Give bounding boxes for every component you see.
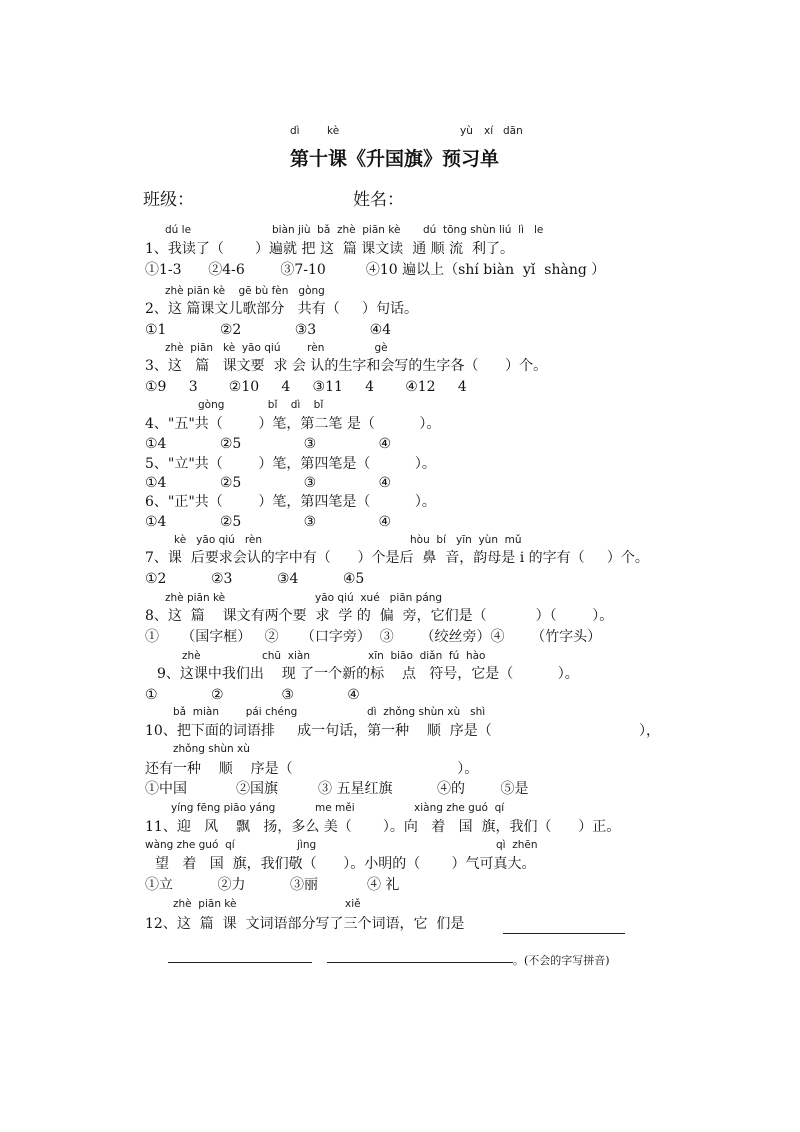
question-options: ①2 ②3 ③4 ④5 — [145, 571, 365, 587]
answer-line[interactable] — [327, 962, 513, 963]
pinyin-line: kè yāo qiú rèn — [174, 534, 263, 546]
pinyin-line: wàng zhe guó qí — [145, 839, 235, 851]
question-text: 5、"立"共（ ）笔，第四笔是（ ）。 — [145, 456, 436, 472]
answer-line[interactable] — [503, 933, 625, 934]
pinyin-line: chū xiàn — [262, 650, 310, 662]
pinyin-line: xiàng zhe guó qí — [414, 802, 505, 814]
pinyin-line: zhè piān kè — [173, 898, 237, 910]
question-text-end: ）， — [639, 723, 660, 739]
question-text: 望 着 国 旗，我们敬（ ）。小明的（ ）气可真大。 — [155, 856, 536, 872]
pinyin-line: zhǒng shùn xù — [173, 743, 250, 755]
title-pinyin: xí — [484, 125, 494, 137]
pinyin-line: bǎ miàn pái chéng — [173, 706, 298, 718]
page-title: 第十课《升国旗》预习单 — [290, 148, 500, 170]
pinyin-line: gòng bǐ dì bǐ — [198, 399, 324, 411]
pinyin-line: jìng — [297, 839, 317, 851]
question-text: 11、迎 风 飘 扬，多么 美（ ）。向 着 国 旗，我们（ ）正。 — [145, 819, 621, 835]
question-text: 10、把下面的词语排 成一句话，第一种 顺 序是（ — [145, 723, 492, 739]
question-options: ① ② ③ ④ — [145, 687, 360, 703]
question-options: ①4 ②5 ③ ④ — [145, 436, 392, 452]
pinyin-line: yāo qiú xué piān páng — [315, 592, 443, 604]
pinyin-line: zhè piān kè yāo qiú rèn gè — [165, 342, 388, 354]
pinyin-line: me měi — [315, 802, 355, 814]
question-options: ①1-3 ②4-6 ③7-10 ④10 遍以上（shí biàn yǐ shàng ） — [145, 262, 606, 278]
pinyin-line: xīn biāo diǎn fú hào — [368, 650, 486, 662]
pinyin-line: zhè — [182, 650, 201, 662]
question-options: ①4 ②5 ③ ④ — [145, 475, 392, 491]
question-text: 6、"正"共（ ）笔，第四笔是（ ）。 — [145, 494, 436, 510]
question-text: 还有一种 顺 序是（ ）。 — [145, 761, 479, 777]
title-pinyin: yù — [460, 125, 473, 137]
pinyin-line: qì zhēn — [496, 839, 538, 851]
question-text: 7、课 后要求会认的字中有（ ）个是后 鼻 音，韵母是 i 的字有（ ）个。 — [145, 550, 649, 566]
title-pinyin: dān — [503, 125, 523, 137]
question-options: ①中国 ②国旗 ③ 五星红旗 ④的 ⑤是 — [145, 781, 529, 797]
title-pinyin: dì — [290, 125, 300, 137]
question-options: ① （国字框） ② （口字旁） ③ （绞丝旁）④ （竹字头） — [145, 629, 602, 645]
answer-line[interactable] — [168, 962, 312, 963]
pinyin-line: xiě — [345, 898, 361, 910]
pinyin-line: dì zhǒng shùn xù shì — [367, 706, 486, 718]
class-label: 班级： — [143, 190, 194, 210]
pinyin-line: zhè piān kè gē bù fèn gòng — [165, 285, 325, 297]
question-options: ①9 3 ②10 4 ③11 4 ④12 4 — [145, 379, 467, 395]
pinyin-line: dú tōng shùn liú lì le — [423, 224, 544, 236]
question-options: ①立 ②力 ③丽 ④ 礼 — [145, 877, 400, 893]
question-text: 2、这 篇课文儿歌部分 共有（ ）句话。 — [145, 301, 418, 317]
pinyin-line: dú le — [165, 224, 192, 236]
note-text: 。(不会的字写拼音) — [513, 954, 610, 967]
pinyin-line: biàn jiù bǎ zhè piān kè — [272, 224, 401, 236]
pinyin-line: hòu bí yīn yùn mǔ — [410, 534, 522, 546]
pinyin-line: yíng fēng piāo yáng — [171, 802, 276, 814]
question-text: 8、这 篇 课文有两个要 求 学 的 偏 旁，它们是（ ）（ ）。 — [145, 608, 614, 624]
question-text: 3、这 篇 课文要 求 会 认的生字和会写的生字各（ ）个。 — [145, 358, 548, 374]
name-label: 姓名： — [353, 190, 404, 210]
pinyin-line: zhè piān kè — [165, 592, 226, 604]
question-options: ①1 ②2 ③3 ④4 — [145, 322, 392, 338]
question-text: 12、这 篇 课 文词语部分写了三个词语，它 们是 — [145, 916, 465, 932]
title-pinyin: kè — [327, 125, 340, 137]
question-text: 4、"五"共（ ）笔，第二笔 是（ ）。 — [145, 416, 441, 432]
question-options: ①4 ②5 ③ ④ — [145, 514, 392, 530]
question-text: 9、这课中我们出 现 了一个新的标 点 符号，它是（ ）。 — [157, 666, 579, 682]
question-text: 1、我读了（ ）遍就 把 这 篇 课文读 通 顺 流 利了。 — [145, 241, 515, 257]
